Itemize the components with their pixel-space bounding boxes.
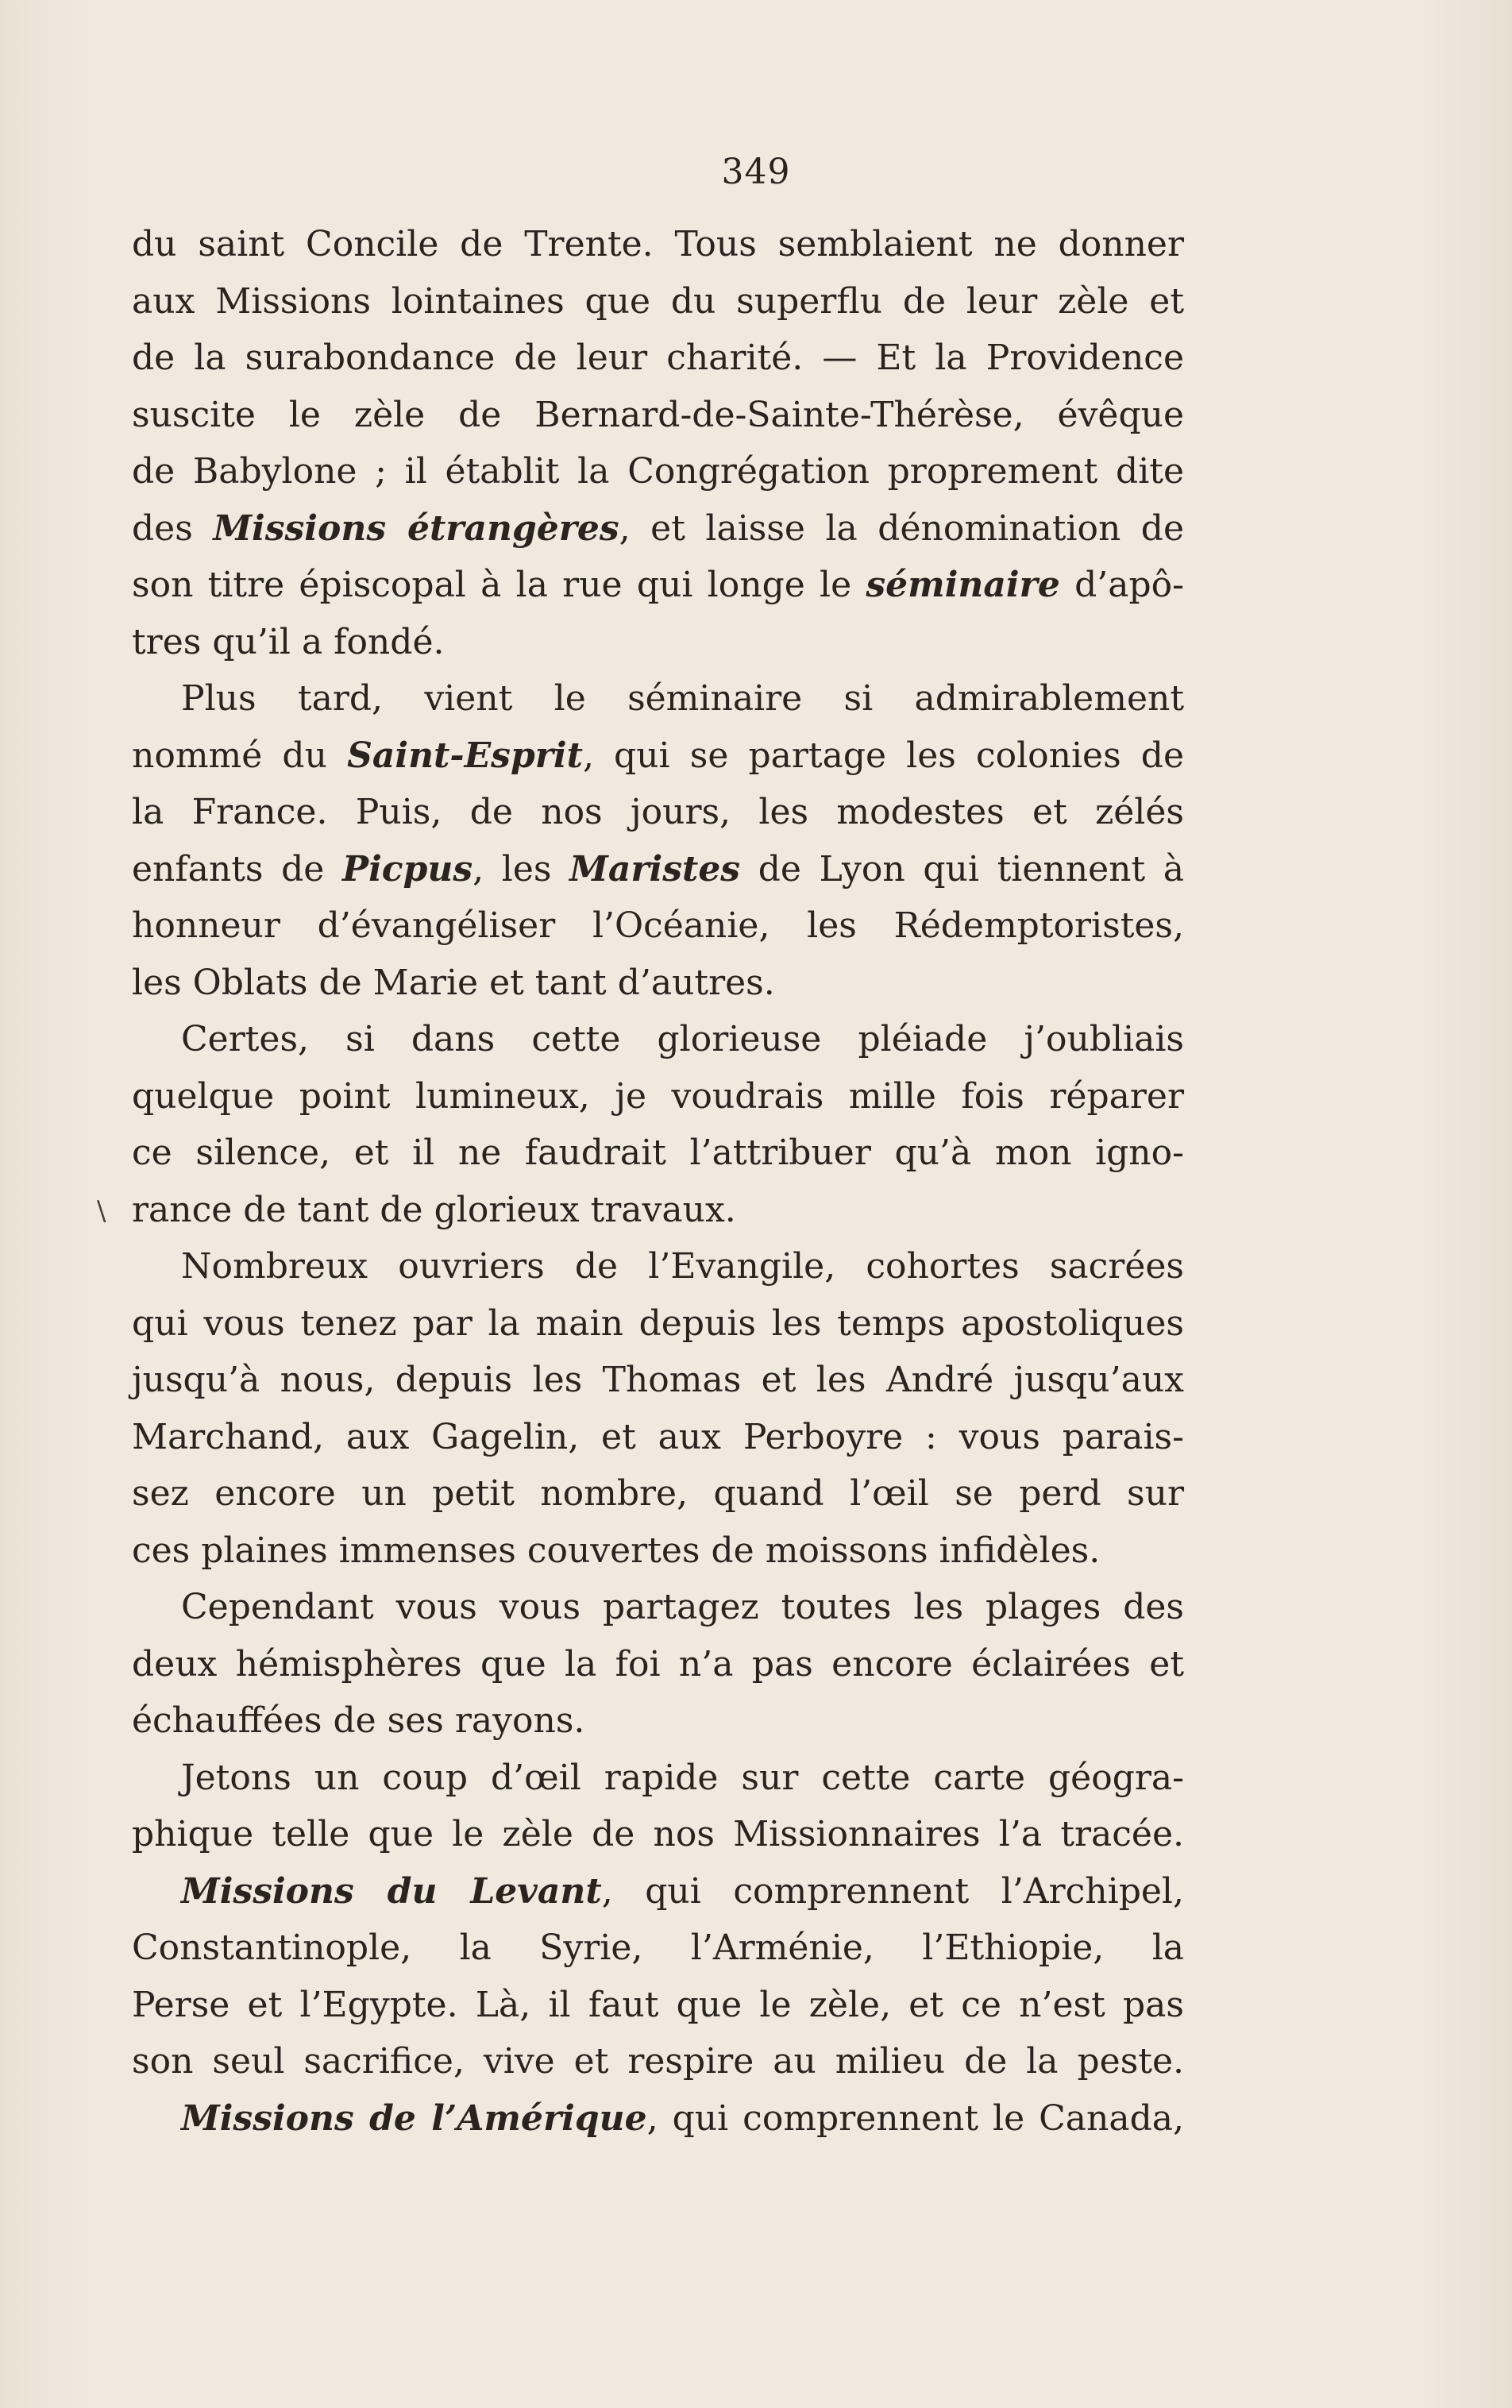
italic-phrase: Picpus xyxy=(342,848,473,889)
text-line: sez encore un petit nombre, quand l’œil se perd sur xyxy=(132,1473,1184,1514)
text-line: Jetons un coup d’œil rapide sur cette carte géogra- xyxy=(181,1757,1184,1798)
text-line: Nombreux ouvriers de l’Evangile, cohortes sacrées xyxy=(181,1246,1184,1287)
text-line: son seul sacrifice, vive et respire au milieu de la peste. xyxy=(132,2041,1184,2082)
text-line: des Missions étrangères, et laisse la dénomination de xyxy=(132,507,1184,549)
italic-phrase: Saint-Esprit xyxy=(347,735,583,776)
text-line: ces plaines immenses couvertes de moissons infidèles. xyxy=(132,1530,1101,1571)
italic-phrase: Missions de l’Amérique xyxy=(181,2097,647,2139)
text-line: de la surabondance de leur charité. — Et la Providence xyxy=(132,338,1184,378)
text-line: jusqu’à nous, depuis les Thomas et les André jusqu’aux xyxy=(132,1360,1184,1400)
text-line: rance de tant de glorieux travaux. xyxy=(132,1189,736,1230)
italic-phrase: Missions étrangères xyxy=(213,507,619,549)
text-line: du saint Concile de Trente. Tous semblaient ne donner xyxy=(132,224,1184,264)
italic-phrase: Missions du Levant xyxy=(181,1870,602,1912)
text-block xyxy=(132,216,1184,2147)
text-line: honneur d’évangéliser l’Océanie, les Rédemptoristes, xyxy=(132,905,1184,946)
text-line: les Oblats de Marie et tant d’autres. xyxy=(132,962,775,1003)
text-line: enfants de Picpus, les Maristes de Lyon qui tiennent à xyxy=(132,848,1185,889)
text-line: de Babylone ; il établit la Congrégation proprement dite xyxy=(132,451,1184,492)
text-line: Certes, si dans cette glorieuse pléiade j’oubliais xyxy=(181,1019,1184,1059)
text-line: son titre épiscopal à la rue qui longe le séminaire d’apô- xyxy=(132,565,1184,605)
text-line: aux Missions lointaines que du superflu de leur zèle et xyxy=(132,280,1184,322)
text-line: nommé du Saint-Esprit, qui se partage les colonies de xyxy=(132,735,1184,776)
text-line: échauffées de ses rayons. xyxy=(132,1700,585,1741)
text-line: la France. Puis, de nos jours, les modestes et zélés xyxy=(132,792,1184,832)
text-line: suscite le zèle de Bernard-de-Sainte-Thérèse, évêque xyxy=(132,394,1184,435)
text-line: deux hémisphères que la foi n’a pas encore éclairées et xyxy=(132,1643,1184,1684)
text-line: tres qu’il a fondé. xyxy=(132,621,445,662)
text-line: Cependant vous vous partagez toutes les plages des xyxy=(181,1587,1184,1627)
margin-mark: \ xyxy=(97,1195,106,1227)
text-line: ce silence, et il ne faudrait l’attribuer qu’à mon igno- xyxy=(132,1133,1184,1173)
text-line: Missions du Levant, qui comprennent l’Archipel, xyxy=(181,1870,1184,1912)
text-line: qui vous tenez par la main depuis les temps apostoliques xyxy=(132,1302,1184,1344)
text-line: Plus tard, vient le séminaire si admirablement xyxy=(181,678,1184,719)
italic-phrase: Maristes xyxy=(569,848,741,889)
text-line: Missions de l’Amérique, qui comprennent le Canada, xyxy=(181,2097,1184,2139)
page-number: 349 xyxy=(721,152,791,192)
text-line: quelque point lumineux, je voudrais mille fois réparer xyxy=(132,1075,1184,1117)
italic-phrase: séminaire xyxy=(866,565,1060,605)
text-line: Marchand, aux Gagelin, et aux Perboyre : vous parais- xyxy=(132,1416,1184,1457)
text-line: Perse et l’Egypte. Là, il faut que le zèle, et ce n’est pas xyxy=(132,1984,1184,2025)
text-line: phique telle que le zèle de nos Missionnaires l’a tracée. xyxy=(132,1814,1184,1854)
text-line: Constantinople, la Syrie, l’Arménie, l’Ethiopie, la xyxy=(132,1928,1184,1968)
